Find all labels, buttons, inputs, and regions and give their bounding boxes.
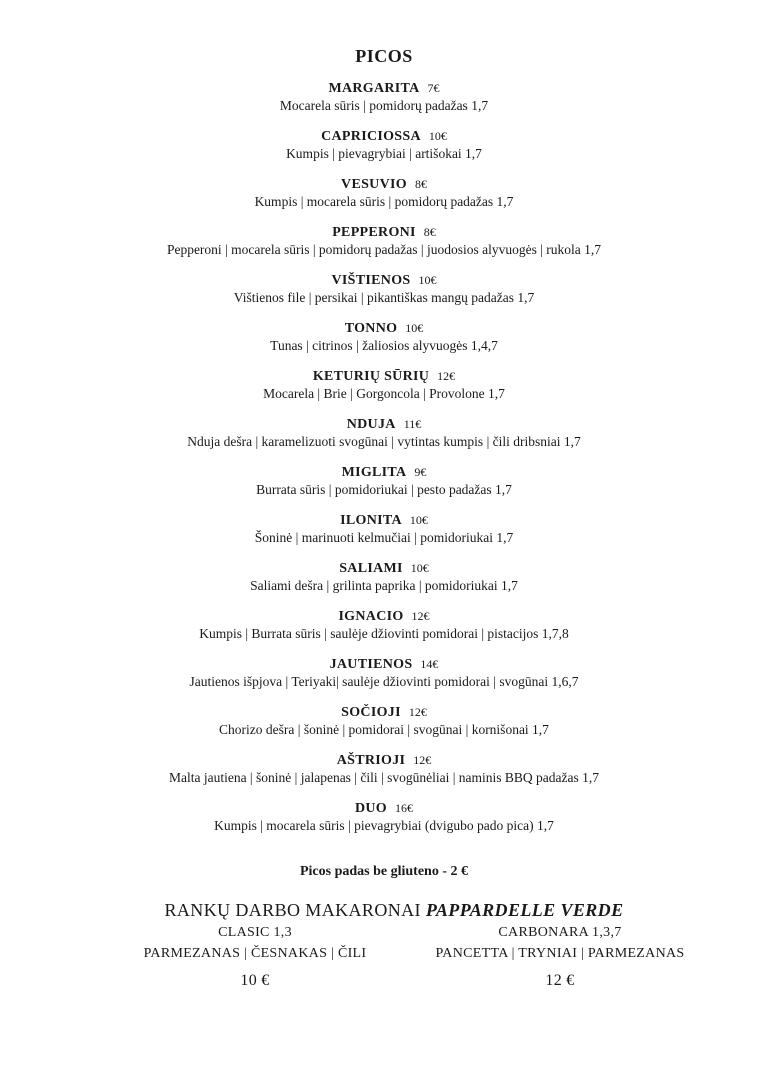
item-name: PEPPERONI	[332, 225, 416, 240]
item-price: 10€	[405, 321, 424, 335]
menu-item	[0, 464, 768, 512]
item-price: 14€	[420, 657, 439, 671]
item-name: ILONITA	[340, 513, 402, 528]
menu-item	[0, 800, 768, 848]
item-name: VIŠTIENOS	[331, 273, 411, 288]
menu-item	[0, 560, 768, 608]
item-description: Kumpis | Burrata sūris | saulėje džiovinti pomidorai | pistacijos 1,7,8	[199, 626, 569, 641]
item-price: 12€	[411, 609, 430, 623]
menu-item	[0, 272, 768, 320]
item-price: 11€	[403, 417, 422, 431]
item-name: SALIAMI	[339, 561, 403, 576]
item-description: Chorizo dešra | šoninė | pomidorai | svogūnai | kornišonai 1,7	[219, 722, 549, 737]
item-description: Kumpis | mocarela sūris | pievagrybiai (dvigubo pado pica) 1,7	[214, 818, 554, 833]
item-price: 12€	[408, 705, 427, 719]
item-name: JAUTIENOS	[329, 657, 413, 672]
menu-item	[0, 176, 768, 224]
menu-item	[0, 320, 768, 368]
item-description: Nduja dešra | karamelizuoti svogūnai | vytintas kumpis | čili dribsniai 1,7	[187, 434, 581, 449]
pasta-item-clasic	[130, 923, 380, 991]
pasta-name: CARBONARA 1,3,7	[498, 925, 622, 940]
item-description: Jautienos išpjova | Teriyaki| saulėje džiovinti pomidorai | svogūnai 1,6,7	[189, 674, 579, 689]
item-price: 10€	[428, 129, 447, 143]
item-price: 8€	[414, 177, 427, 191]
pasta-description: PARMEZANAS | ČESNAKAS | ČILI	[143, 946, 367, 961]
menu-item	[0, 512, 768, 560]
item-name: NDUJA	[346, 417, 396, 432]
item-price: 10€	[409, 513, 428, 527]
menu-item	[0, 704, 768, 752]
pasta-name: CLASIC 1,3	[218, 925, 292, 940]
item-price: 12€	[413, 753, 432, 767]
pizza-menu	[0, 80, 768, 848]
gluten-free-note: Picos padas be gliuteno - 2 €	[299, 864, 468, 879]
item-name: MIGLITA	[341, 465, 407, 480]
menu-item	[0, 368, 768, 416]
item-description: Mocarela | Brie | Gorgoncola | Provolone 1,7	[263, 386, 505, 401]
item-name: KETURIŲ SŪRIŲ	[312, 369, 430, 384]
menu-item	[0, 752, 768, 800]
menu-item	[0, 416, 768, 464]
page-title: PICOS	[355, 46, 413, 66]
item-price: 10€	[418, 273, 437, 287]
item-name: CAPRICIOSSA	[321, 129, 421, 144]
item-price: 10€	[410, 561, 429, 575]
menu-item	[0, 80, 768, 128]
menu-item	[0, 608, 768, 656]
menu-item	[0, 656, 768, 704]
item-name: SOČIOJI	[341, 705, 401, 720]
item-description: Vištienos file | persikai | pikantiškas mangų padažas 1,7	[233, 290, 535, 305]
pasta-price: 10 €	[240, 972, 270, 989]
item-description: Saliami dešra | grilinta paprika | pomidoriukai 1,7	[250, 578, 518, 593]
item-price: 8€	[423, 225, 436, 239]
item-price: 16€	[395, 801, 413, 815]
item-description: Mocarela sūris | pomidorų padažas 1,7	[279, 98, 489, 113]
item-description: Malta jautiena | šoninė | jalapenas | čili | svogūnėliai | naminis BBQ padažas 1,7	[168, 770, 600, 785]
item-name: DUO	[354, 801, 387, 816]
item-name: IGNACIO	[338, 609, 404, 624]
item-price: 12€	[437, 369, 456, 383]
pasta-title-emphasis: PAPPARDELLE VERDE	[425, 900, 624, 920]
item-description: Burrata sūris | pomidoriukai | pesto padažas 1,7	[256, 482, 512, 497]
pasta-price: 12 €	[545, 972, 575, 989]
pasta-title-prefix: RANKŲ DARBO MAKARONAI	[164, 900, 421, 920]
item-name: TONNO	[344, 321, 398, 336]
pasta-section-title	[0, 900, 768, 921]
item-name: AŠTRIOJI	[336, 753, 406, 768]
item-description: Šoninė | marinuoti kelmučiai | pomidoriukai 1,7	[254, 530, 514, 545]
item-description: Tunas | citrinos | žaliosios alyvuogės 1,4,7	[270, 338, 498, 353]
menu-item	[0, 128, 768, 176]
pasta-item-carbonara	[420, 923, 700, 991]
item-description: Kumpis | pievagrybiai | artišokai 1,7	[286, 146, 482, 161]
item-description: Pepperoni | mocarela sūris | pomidorų padažas | juodosios alyvuogės | rukola 1,7	[166, 242, 602, 257]
item-description: Kumpis | mocarela sūris | pomidorų padažas 1,7	[254, 194, 514, 209]
item-name: VESUVIO	[341, 177, 407, 192]
pasta-description: PANCETTA | TRYNIAI | PARMEZANAS	[435, 946, 685, 961]
item-name: MARGARITA	[328, 81, 420, 96]
item-price: 7€	[427, 81, 440, 95]
item-price: 9€	[414, 465, 427, 479]
menu-item	[0, 224, 768, 272]
